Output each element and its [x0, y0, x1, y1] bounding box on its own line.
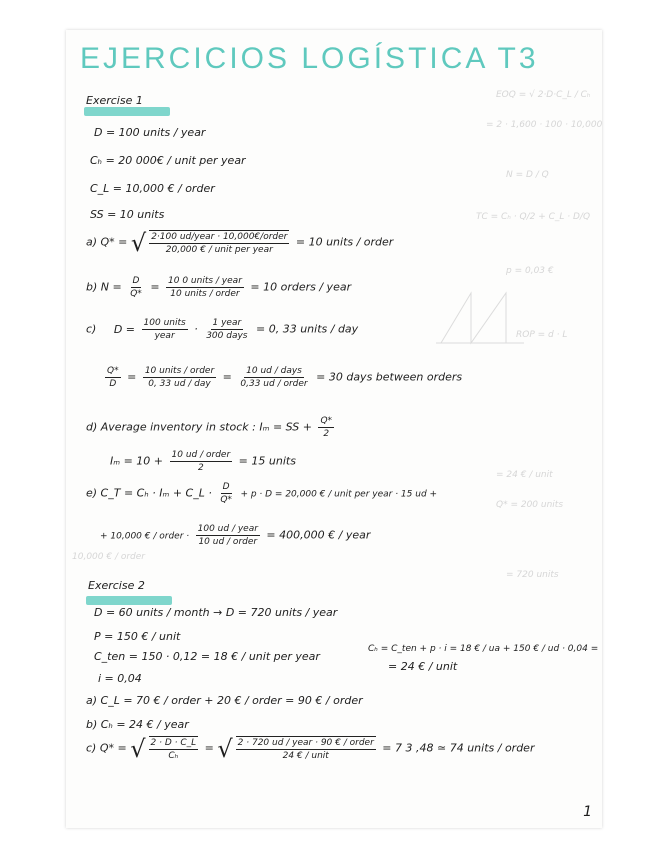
fraction [318, 416, 334, 439]
numerator: 100 units [143, 318, 186, 328]
part-a-label: a) Q* = [86, 235, 128, 249]
ex1-part-c [86, 318, 358, 341]
part-d-result: = 15 units [238, 454, 296, 468]
part-d-text: d) Average inventory in stock : Iₘ = SS + [86, 420, 312, 434]
ex2-part-a: a) C_L = 70 € / order + 20 € / order = 90 € / order [86, 694, 363, 707]
page-title: EJERCICIOS LOGÍSTICA T3 [80, 42, 539, 75]
numerator: 2 · D · C_L [150, 738, 197, 748]
fraction [204, 318, 249, 341]
ex1-part-c-cycle [102, 366, 462, 389]
ex1-demand: D = 100 units / year [94, 126, 206, 139]
ex1-part-b [86, 276, 351, 299]
page-number: 1 [583, 804, 592, 820]
numerator: Q* [320, 416, 333, 426]
bleed-through-text: = 2 · 1,600 · 100 · 10,000 [486, 120, 602, 130]
denominator: Q* [220, 495, 232, 505]
fraction [196, 524, 260, 547]
ex1-holding-cost: Cₕ = 20 000€ / unit per year [90, 154, 246, 167]
equals: = [204, 741, 214, 755]
bleed-through-text: ROP = d · L [516, 330, 568, 340]
part-c-result: = 0, 33 units / day [256, 322, 359, 336]
bleed-through-text: N = D / Q [506, 170, 549, 180]
denominator: 24 € / unit [282, 751, 329, 761]
bleed-through-text: 10,000 € / order [72, 552, 145, 562]
bleed-through-sketch [436, 288, 526, 348]
sqrt-sign: √ [130, 228, 147, 257]
numerator: D [132, 276, 140, 286]
fraction [170, 450, 233, 473]
part-d-lhs: Iₘ = 10 + [110, 454, 164, 468]
part-c-label: c) [86, 322, 97, 336]
sqrt-expression [217, 736, 378, 761]
equals: = [150, 280, 160, 294]
part-e-lhs: e) C_T = Cₕ · Iₘ + C_L · [86, 486, 212, 500]
ex2-ten-cost: C_ten = 150 · 0,12 = 18 € / unit per year [94, 650, 320, 663]
bleed-through-text: = 720 units [506, 570, 559, 580]
sqrt-sign: √ [217, 734, 233, 763]
denominator: 2 [197, 463, 204, 473]
bleed-through-text: = 24 € / unit [496, 470, 553, 480]
sqrt-sign: √ [130, 734, 146, 763]
bleed-through-text: EOQ = √ 2·D·C_L / Cₕ [496, 90, 591, 100]
part-b-label: b) N = [86, 280, 122, 294]
numerator: 10 ud / order [171, 450, 231, 460]
ex1-order-cost: C_L = 10,000 € / order [90, 182, 215, 195]
part-e-result: = 400,000 € / year [266, 528, 371, 542]
denominator: 0, 33 ud / day [148, 379, 211, 389]
ex1-part-e-cont [100, 524, 370, 547]
ex2-holding-cost-right: Cₕ = C_ten + p · i = 18 € / ua + 150 € / ud · 0,04 = [368, 644, 599, 654]
ex2-part-b: b) Cₕ = 24 € / year [86, 718, 189, 731]
fraction [166, 276, 244, 299]
ex2-holding-cost-right-result: = 24 € / unit [388, 660, 458, 673]
heading-highlight [86, 596, 172, 605]
denominator: 300 days [206, 331, 248, 341]
notebook-page [66, 30, 602, 828]
ex1-part-d-calc [110, 450, 296, 473]
exercise-1-heading: Exercise 1 [86, 94, 143, 107]
ex2-interest: i = 0,04 [98, 672, 142, 685]
equals: = [222, 370, 232, 384]
exercise-2-heading: Exercise 2 [88, 579, 145, 592]
ex1-safety-stock: SS = 10 units [90, 208, 165, 221]
numerator: 100 ud / year [197, 524, 258, 534]
denominator: year [154, 331, 175, 341]
numerator: Q* [107, 366, 119, 376]
fraction [149, 230, 289, 255]
ex2-price: P = 150 € / unit [94, 630, 181, 643]
fraction [105, 366, 121, 389]
bleed-through-text: p = 0,03 € [506, 266, 554, 276]
sqrt-expression [131, 230, 292, 255]
multiply: · [194, 322, 198, 336]
bleed-through-text: Q* = 200 units [496, 500, 564, 510]
denominator: 10 units / order [170, 289, 240, 299]
bleed-through-text: TC = Cₕ · Q/2 + C_L · D/Q [476, 212, 591, 222]
fraction [236, 736, 376, 761]
fraction [149, 736, 199, 761]
part-a-result: = 10 units / order [295, 235, 394, 249]
part-c-cycle-result: = 30 days between orders [316, 370, 463, 384]
numerator: 10 0 units / year [168, 276, 242, 286]
fraction [142, 318, 188, 341]
denominator: 20,000 € / unit per year [165, 245, 273, 255]
numerator: 1 year [212, 318, 242, 328]
numerator: 10 units / order [144, 366, 215, 376]
ex2-demand: D = 60 units / month → D = 720 units / year [94, 606, 338, 619]
fraction [143, 366, 216, 389]
ex1-part-e [86, 482, 437, 505]
part-e-cont-lhs: + 10,000 € / order · [100, 531, 190, 542]
ex1-part-a [86, 230, 393, 255]
numerator: 2 · 720 ud / year · 90 € / order [237, 738, 374, 748]
equals: = [127, 370, 137, 384]
denominator: D [109, 379, 117, 389]
numerator: D [222, 482, 230, 492]
part-e-rhs: + p · D = 20,000 € / unit per year · 15 ud + [240, 489, 438, 500]
denominator: 2 [323, 429, 330, 439]
demand-symbol: D = [113, 322, 136, 336]
denominator: Q* [130, 289, 142, 299]
fraction [128, 276, 144, 299]
fraction [238, 366, 309, 389]
denominator: 10 ud / order [198, 537, 258, 547]
ex2-part-c [86, 736, 534, 761]
part-c-result: = 7 3 ,48 ≃ 74 units / order [382, 741, 535, 755]
denominator: 0,33 ud / order [240, 379, 308, 389]
numerator: 2·100 ud/year · 10,000€/order [151, 232, 288, 242]
sqrt-expression [130, 736, 201, 761]
heading-highlight [84, 107, 170, 116]
part-c-label: c) Q* = [86, 741, 127, 755]
part-b-result: = 10 orders / year [250, 280, 352, 294]
numerator: 10 ud / days [246, 366, 302, 376]
fraction [218, 482, 234, 505]
denominator: Cₕ [168, 751, 179, 761]
ex1-part-d [86, 416, 337, 439]
